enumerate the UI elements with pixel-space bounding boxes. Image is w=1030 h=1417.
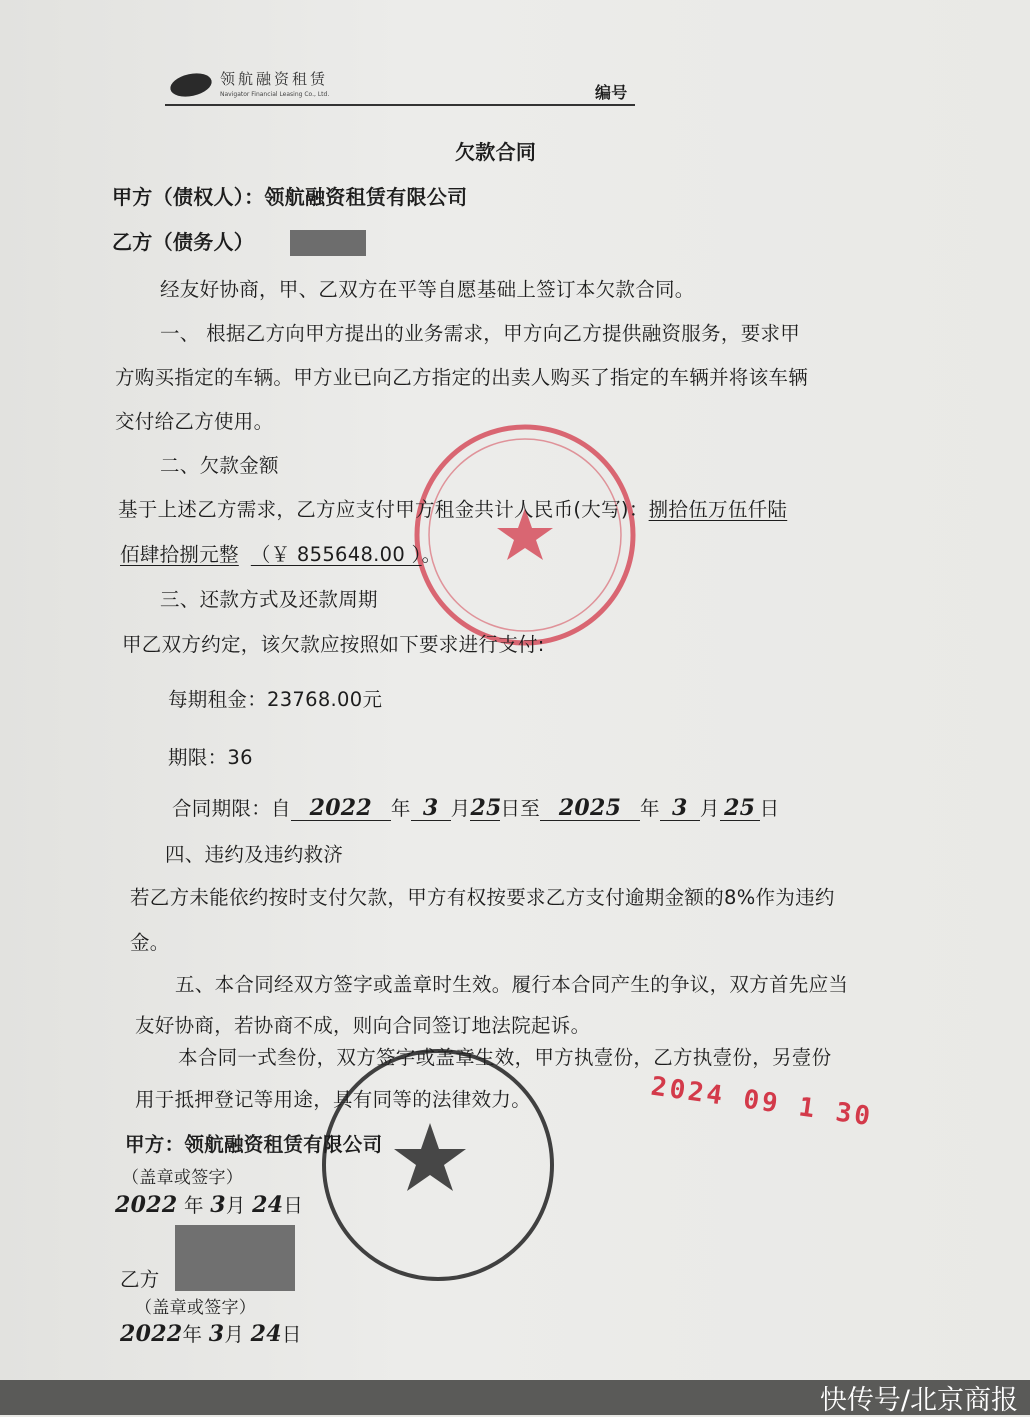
section-4-line-1: 若乙方未能依约按时支付欠款，甲方有权按要求乙方支付逾期金额的8%作为违约: [130, 886, 835, 909]
day-char: 日: [759, 797, 780, 820]
company-logo-cn: 领航融资租赁: [220, 70, 329, 88]
year-char: 年: [183, 1194, 204, 1217]
red-official-seal: [410, 420, 640, 650]
a-year: 2022: [115, 1192, 178, 1218]
a-month: 3: [210, 1192, 226, 1218]
month-char: 月: [225, 1194, 246, 1217]
party-b-label: 乙方（债务人）: [112, 230, 255, 254]
month-char: 月: [699, 797, 720, 820]
party-b-sign-date: [120, 1322, 302, 1347]
section-2-title: 二、欠款金额: [160, 454, 279, 477]
start-year: 2022: [291, 796, 391, 821]
section-3-title: 三、还款方式及还款周期: [160, 588, 378, 611]
party-a-line: [112, 185, 467, 209]
party-b-signature-note: （盖章或签字）: [135, 1298, 257, 1318]
amount-end: 。: [421, 543, 442, 566]
source-watermark: 快传号/北京商报: [819, 1385, 1018, 1416]
company-logo-icon: [168, 70, 214, 100]
a-day: 24: [252, 1192, 284, 1218]
section-6-line-2: 用于抵押登记等用途，具有同等的法律效力。: [135, 1088, 532, 1111]
black-company-seal: [318, 1045, 558, 1285]
installment-amount: 每期租金：23768.00元: [168, 688, 383, 711]
section-3-line-1: 甲乙双方约定，该欠款应按照如下要求进行支付:: [122, 633, 545, 656]
amount-number: （￥ 855648.00 ）: [250, 543, 422, 566]
end-day: 25: [720, 796, 760, 821]
section-1-line-1: 一、 根据乙方向甲方提出的业务需求，甲方向乙方提供融资服务，要求甲: [160, 322, 801, 345]
year-char: 年: [390, 797, 411, 820]
year-char: 年: [640, 797, 660, 820]
amount-words-part-1: 捌拾伍万伍仟陆: [648, 498, 788, 521]
end-month: 3: [660, 796, 700, 821]
section-1-line-3: 交付给乙方使用。: [115, 410, 274, 433]
b-month: 3: [208, 1321, 225, 1347]
start-month: 3: [411, 796, 451, 821]
end-year: 2025: [540, 796, 640, 821]
day-char: 日: [281, 1323, 302, 1346]
day-to-char: 日至: [500, 797, 541, 820]
redacted-party-b-name: [290, 230, 366, 256]
company-logo-en: Navigator Financial Leasing Co., Ltd.: [220, 91, 330, 98]
section-5-line-1: 五、本合同经双方签字或盖章时生效。履行本合同产生的争议，双方首先应当: [175, 973, 849, 996]
party-a-label: 甲方（债权人）：: [112, 185, 265, 209]
b-day: 24: [250, 1321, 282, 1347]
section-6-line-1: 本合同一式叁份，双方签字或盖章生效，甲方执壹份，乙方执壹份，另壹份: [178, 1046, 832, 1069]
period-label: 合同期限：自: [172, 797, 291, 820]
b-year: 2022: [120, 1321, 183, 1347]
amount-words-part-2: 佰肆拾捌元整: [120, 543, 239, 566]
party-a-name: 领航融资租赁有限公司: [264, 185, 468, 209]
amount-label: 基于上述乙方需求，乙方应支付甲方租金共计人民币(大写)：: [118, 498, 649, 521]
section-1-line-2: 方购买指定的车辆。甲方业已向乙方指定的出卖人购买了指定的车辆并将该车辆: [115, 366, 809, 389]
year-char: 年: [182, 1323, 203, 1346]
party-a-signature-label: 甲方：领航融资租赁有限公司: [125, 1133, 383, 1156]
term-count: 期限：36: [168, 746, 253, 769]
contract-period: [172, 796, 779, 821]
party-a-signature-note: （盖章或签字）: [122, 1168, 244, 1188]
day-char: 日: [283, 1194, 304, 1217]
date-stamp: 2024 09 1 30: [649, 1071, 875, 1133]
section-2-line-2: [120, 543, 441, 567]
party-b-signature-label: 乙方: [120, 1268, 160, 1291]
section-5-line-2: 友好协商，若协商不成，则向合同签订地法院起诉。: [135, 1014, 591, 1037]
number-label: 编号: [595, 83, 628, 102]
party-a-sign-date: [115, 1193, 303, 1218]
header-divider: [165, 104, 635, 106]
redacted-party-b-signature: [175, 1225, 295, 1291]
section-4-line-2: 金。: [130, 931, 170, 954]
start-day: 25: [470, 795, 502, 821]
section-2-line-1: [118, 498, 787, 522]
month-char: 月: [450, 797, 471, 820]
month-char: 月: [224, 1323, 245, 1346]
document-title: 欠款合同: [455, 140, 537, 164]
intro-text: 经友好协商，甲、乙双方在平等自愿基础上签订本欠款合同。: [160, 278, 695, 301]
section-4-title: 四、违约及违约救济: [165, 843, 344, 866]
